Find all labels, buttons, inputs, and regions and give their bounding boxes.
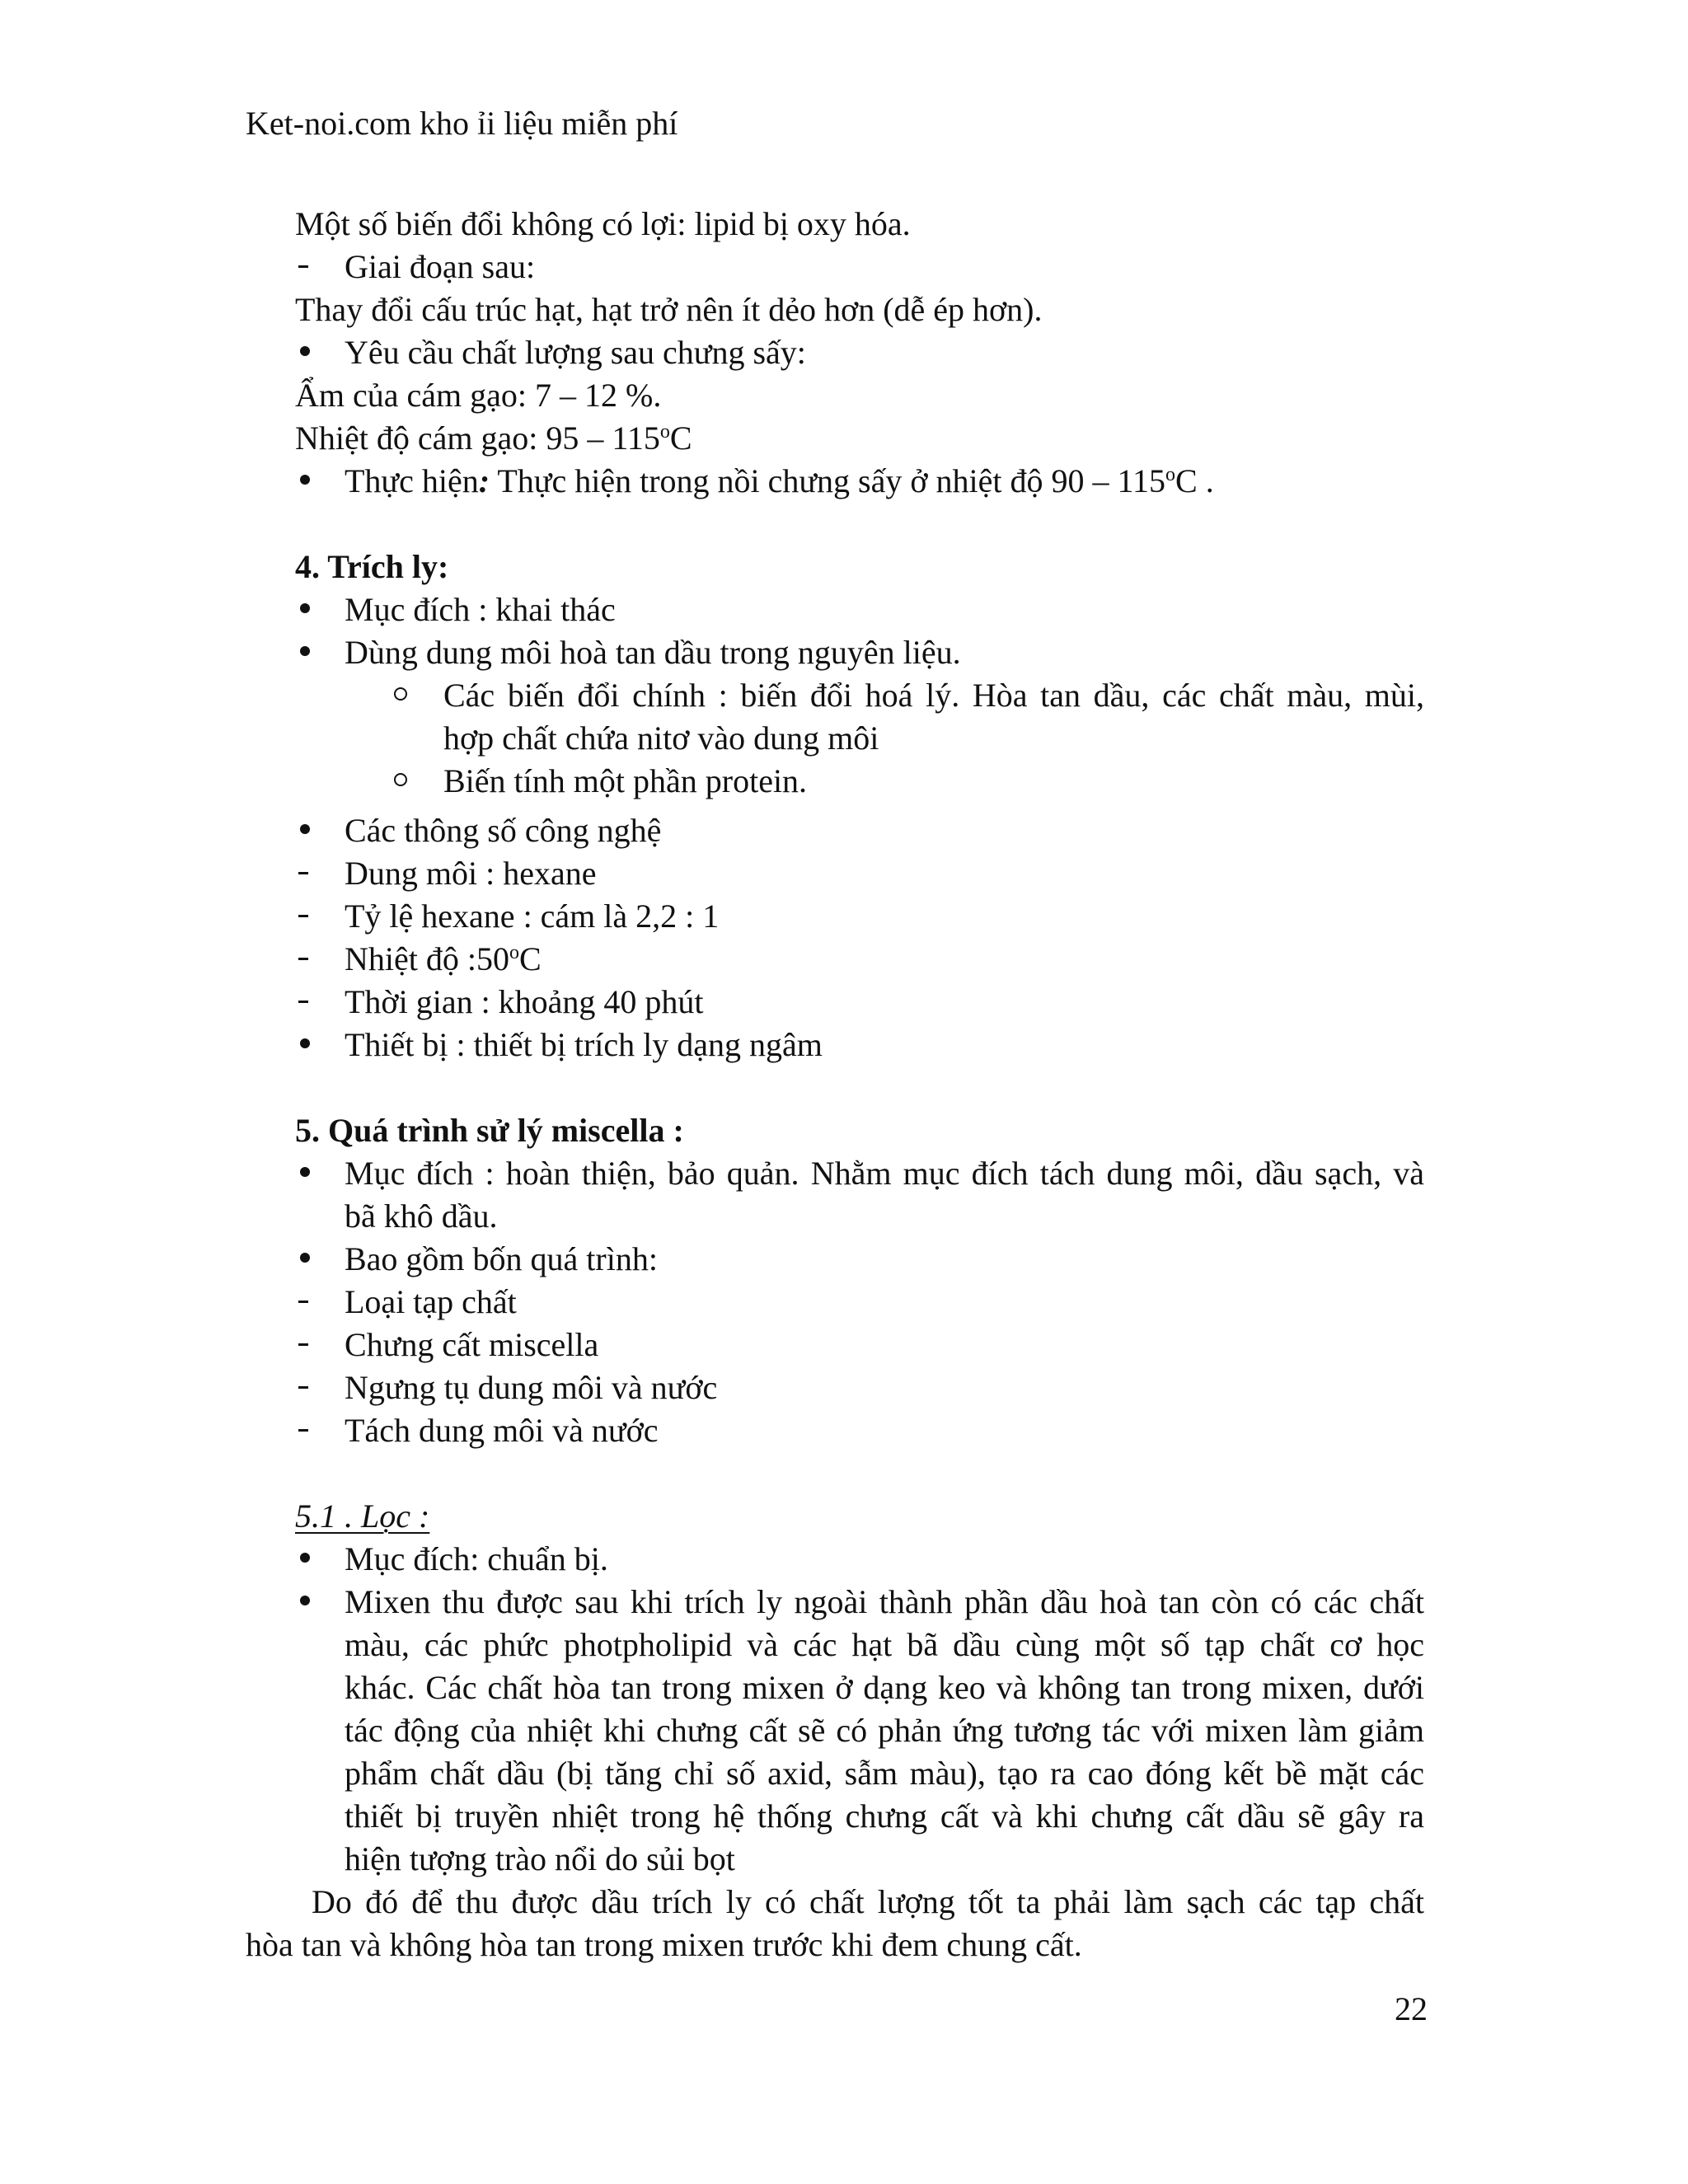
page-number: 22 — [1395, 1990, 1428, 2027]
text-line: bã khô dầu. — [345, 1197, 498, 1235]
dash-marker — [298, 872, 308, 874]
text-line: Bao gồm bốn quá trình: — [345, 1240, 658, 1277]
bullet-icon — [300, 646, 310, 656]
bullet-icon — [300, 824, 310, 834]
dash-marker — [298, 1001, 308, 1003]
text-line: Thay đổi cấu trúc hạt, hạt trở nên ít dẻo hơn (dễ ép hơn). — [295, 291, 1043, 328]
text-line: hòa tan và không hòa tan trong mixen trước khi đem chung cất. — [246, 1926, 1082, 1963]
text-line: Mục đích : hoàn thiện, bảo quản. Nhằm mục đích tách dung môi, dầu sạch, và — [345, 1155, 1424, 1192]
bullet-icon — [300, 346, 310, 356]
dash-marker — [298, 1343, 308, 1346]
bullet-icon — [300, 603, 310, 613]
text-line: Các thông số công nghệ — [345, 812, 662, 849]
circle-bullet-icon — [394, 773, 407, 786]
text-line: Nhiệt độ cám gạo: 95 – 115$^o$C — [295, 419, 692, 457]
bullet-icon — [300, 1167, 310, 1177]
text-line: Ẩm của cám gạo: 7 – 12 %. — [295, 377, 662, 414]
section-heading: 4. Trích ly: — [295, 548, 449, 585]
text-line: Giai đoạn sau: — [345, 248, 536, 285]
text-line: Ngưng tụ dung môi và nước — [345, 1369, 718, 1406]
text-line: Dùng dung môi hoà tan dầu trong nguyên liệu. — [345, 634, 961, 671]
text-line: Yêu cầu chất lượng sau chưng sấy: — [345, 334, 806, 371]
bullet-icon — [300, 1596, 310, 1605]
text-line: Tỷ lệ hexane : cám là 2,2 : 1 — [345, 898, 720, 935]
subsection-heading: 5.1 . Lọc : — [295, 1497, 430, 1535]
section-heading: 5. Quá trình sử lý miscella : — [295, 1112, 684, 1149]
text-line: Loại tạp chất — [345, 1283, 517, 1320]
dash-marker — [298, 1429, 308, 1432]
dash-marker — [298, 1301, 308, 1303]
text-line: Thời gian : khoảng 40 phút — [345, 983, 704, 1020]
text-line: phẩm chất dầu (bị tăng chỉ số axid, sẫm màu), tạo ra cao đóng kết bề mặt các — [345, 1755, 1424, 1792]
text-line: Các biến đổi chính : biến đổi hoá lý. Hòa tan dầu, các chất màu, mùi, — [443, 677, 1424, 714]
text-line: Chưng cất miscella — [345, 1326, 599, 1363]
text-line: Thiết bị : thiết bị trích ly dạng ngâm — [345, 1026, 823, 1063]
dash-marker — [298, 958, 308, 960]
dash-marker — [298, 265, 308, 268]
dash-marker — [298, 915, 308, 917]
text-line: Do đó để thu được dầu trích ly có chất lượng tốt ta phải làm sạch các tạp chất — [312, 1883, 1424, 1920]
text-line: Mixen thu được sau khi trích ly ngoài thành phần dầu hoà tan còn có các chất — [345, 1583, 1424, 1620]
text-line: tác động của nhiệt khi chưng cất sẽ có phản ứng tương tác với mixen làm giảm — [345, 1712, 1424, 1749]
bullet-icon — [300, 1253, 310, 1263]
bullet-icon — [300, 1553, 310, 1563]
text-line: Mục đích: chuẩn bị. — [345, 1540, 608, 1577]
text-line: màu, các phức photpholipid và các hạt bã dầu cùng một số tạp chất cơ học — [345, 1626, 1424, 1663]
text-line: hợp chất chứa nitơ vào dung môi — [443, 719, 879, 757]
text-line: Thực hiện: Thực hiện trong nồi chưng sấy ở nhiệt độ 90 – 115$^o$C . — [345, 462, 1214, 499]
text-line: khác. Các chất hòa tan trong mixen ở dạng keo và không tan trong mixen, dưới — [345, 1669, 1424, 1706]
text-line: Một số biến đổi không có lợi: lipid bị oxy hóa. — [295, 205, 911, 242]
bullet-icon — [300, 1038, 310, 1048]
page-header: Ket-noi.com kho ỉi liệu miễn phí — [246, 105, 678, 142]
bullet-icon — [300, 475, 310, 485]
text-line: thiết bị truyền nhiệt trong hệ thống chưng cất và khi chưng cất dầu sẽ gây ra — [345, 1797, 1424, 1835]
dash-marker — [298, 1386, 308, 1389]
text-line: Biến tính một phần protein. — [443, 762, 808, 799]
circle-bullet-icon — [394, 687, 407, 701]
text-line: Dung môi : hexane — [345, 855, 597, 892]
text-line: Nhiệt độ :50$^o$C — [345, 940, 542, 977]
text-line: hiện tượng trào nổi do sủi bọt — [345, 1840, 735, 1877]
text-line: Tách dung môi và nước — [345, 1412, 659, 1449]
text-line: Mục đích : khai thác — [345, 591, 616, 628]
